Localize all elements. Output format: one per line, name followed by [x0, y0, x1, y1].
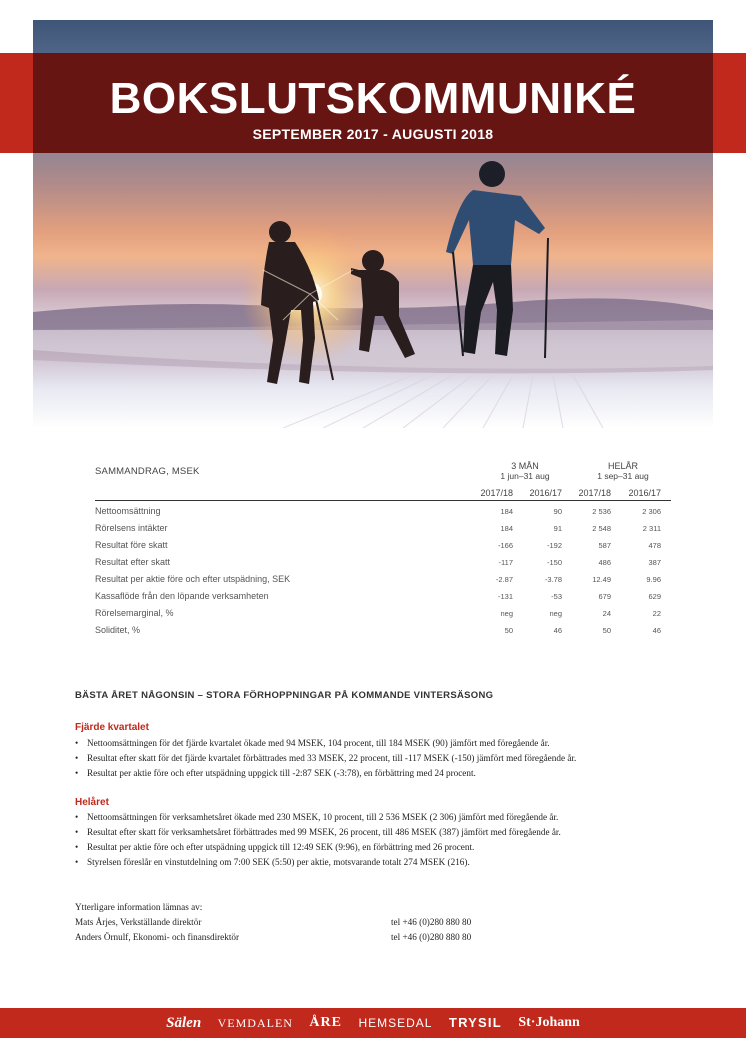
table-row [95, 540, 671, 557]
table-row [95, 523, 671, 540]
group-header-helar [583, 461, 663, 481]
row-label: Resultat efter skatt [95, 557, 171, 567]
cell: 184 [500, 507, 513, 516]
page-title: BOKSLUTSKOMMUNIKÉ [109, 74, 637, 123]
contact-name: Anders Örnulf, Ekonomi- och finansdirektör [75, 932, 240, 942]
full-year-bullet-list [75, 810, 695, 870]
cell: neg [549, 609, 562, 618]
list-item: • Styrelsen föreslår en vinstutdelning om 7:00 SEK (5:50) per aktie, motsvarande totalt 274 MSEK (216). [75, 855, 695, 870]
list-item: • Nettoomsättningen för verksamhetsåret ökade med 230 MSEK, 10 procent, till 2 536 MSEK (2 306) jämfört med föregående år. [75, 810, 695, 825]
brand-trysil-logo: TRYSIL [448, 1015, 502, 1030]
cell: -117 [498, 558, 513, 567]
cell: -166 [497, 541, 513, 550]
contact-phone: tel +46 (0)280 880 80 [391, 917, 472, 927]
row-label: Rörelsens intäkter [95, 523, 168, 533]
section-title-full-year: Helåret [75, 797, 109, 808]
cell: 50 [504, 626, 513, 635]
brand-are-logo: ÅRE [309, 1015, 342, 1030]
table-label: SAMMANDRAG, MSEK [95, 466, 200, 477]
section-title-q4: Fjärde kvartalet [75, 722, 149, 733]
table-row [95, 557, 671, 574]
table-row [95, 574, 671, 591]
cell: 679 [598, 592, 611, 601]
row-label: Soliditet, % [95, 625, 141, 635]
cell: -53 [551, 592, 562, 601]
cell: 24 [602, 609, 611, 618]
cell: 12.49 [592, 575, 611, 584]
contact-phone: tel +46 (0)280 880 80 [391, 932, 472, 942]
year-header: 2016/17 [529, 488, 562, 498]
brand-stjohann-logo: St·Johann [518, 1015, 580, 1030]
contact-name: Mats Årjes, Verkställande direktör [75, 917, 202, 927]
cell: 184 [500, 524, 513, 533]
list-item: • Resultat per aktie före och efter utspädning uppgick till -2:87 SEK (-3:78), en förbättring med 24 procent. [75, 766, 695, 781]
footer-brand-bar [0, 1008, 746, 1038]
row-label: Resultat per aktie före och efter utspädning, SEK [95, 574, 291, 584]
list-item: • Resultat per aktie före och efter utspädning uppgick till 12:49 SEK (9:96), en förbättring med 26 procent. [75, 840, 695, 855]
list-item: • Resultat efter skatt för det fjärde kvartalet förbättrades med 33 MSEK, 22 procent, till -117 MSEK (-150) jämfört med föregående år. [75, 751, 695, 766]
contact-row [75, 917, 472, 932]
contact-block [75, 902, 472, 947]
table-row [95, 591, 671, 608]
cell: 629 [648, 592, 661, 601]
cell: -3.78 [544, 575, 562, 584]
table-row [95, 608, 671, 625]
q4-bullet-list [75, 736, 695, 781]
cell: -150 [546, 558, 562, 567]
row-label: Kassaflöde från den löpande verksamheten [95, 591, 269, 601]
cell: -2.87 [495, 575, 513, 584]
cell: neg [500, 609, 513, 618]
headline: BÄSTA ÅRET NÅGONSIN – STORA FÖRHOPPNINGAR PÅ KOMMANDE VINTERSÄSONG [75, 690, 494, 701]
header-rule [95, 500, 671, 501]
row-label: Nettoomsättning [95, 506, 161, 516]
year-header: 2017/18 [480, 488, 513, 498]
cell: 90 [553, 507, 562, 516]
list-item: • Resultat efter skatt för verksamhetsåret förbättrades med 99 MSEK, 26 procent, till 486 MSEK (387) jämfört med föregående år. [75, 825, 695, 840]
page-subtitle: SEPTEMBER 2017 - AUGUSTI 2018 [252, 126, 494, 142]
group-header-3man [485, 461, 565, 481]
year-header: 2017/18 [578, 488, 611, 498]
group-period: 1 sep–31 aug [597, 471, 649, 481]
group-period: 1 jun–31 aug [500, 471, 550, 481]
brand-logos [0, 1008, 746, 1038]
cell: 2 548 [592, 524, 611, 533]
cell: 9.96 [646, 575, 661, 584]
cell: -192 [546, 541, 562, 550]
cell: 46 [553, 626, 562, 635]
year-header: 2016/17 [628, 488, 661, 498]
cell: 22 [652, 609, 661, 618]
cell: 46 [652, 626, 661, 635]
cell: 2 536 [592, 507, 611, 516]
cell: -131 [497, 592, 513, 601]
brand-vemdalen-logo: VEMDALEN [217, 1016, 293, 1030]
group-name: HELÅR [607, 461, 638, 471]
row-label: Resultat före skatt [95, 540, 168, 550]
table-row [95, 506, 671, 523]
table-row [95, 625, 671, 642]
cell: 486 [598, 558, 611, 567]
cell: 587 [598, 541, 611, 550]
contact-row [75, 932, 472, 947]
cell: 91 [553, 524, 562, 533]
group-name: 3 MÅN [511, 461, 539, 471]
cell: 2 306 [642, 507, 661, 516]
brand-salen-logo: Sälen [166, 1015, 202, 1031]
brand-hemsedal-logo: HEMSEDAL [358, 1016, 433, 1030]
cell: 50 [602, 626, 611, 635]
row-label: Rörelsemarginal, % [95, 608, 174, 618]
cell: 478 [648, 541, 661, 550]
cell: 387 [648, 558, 661, 567]
cell: 2 311 [642, 524, 661, 533]
list-item: • Nettoomsättningen för det fjärde kvartalet ökade med 94 MSEK, 104 procent, till 184 MSEK (90) jämfört med föregående år. [75, 736, 695, 751]
contact-intro: Ytterligare information lämnas av: [75, 902, 203, 912]
